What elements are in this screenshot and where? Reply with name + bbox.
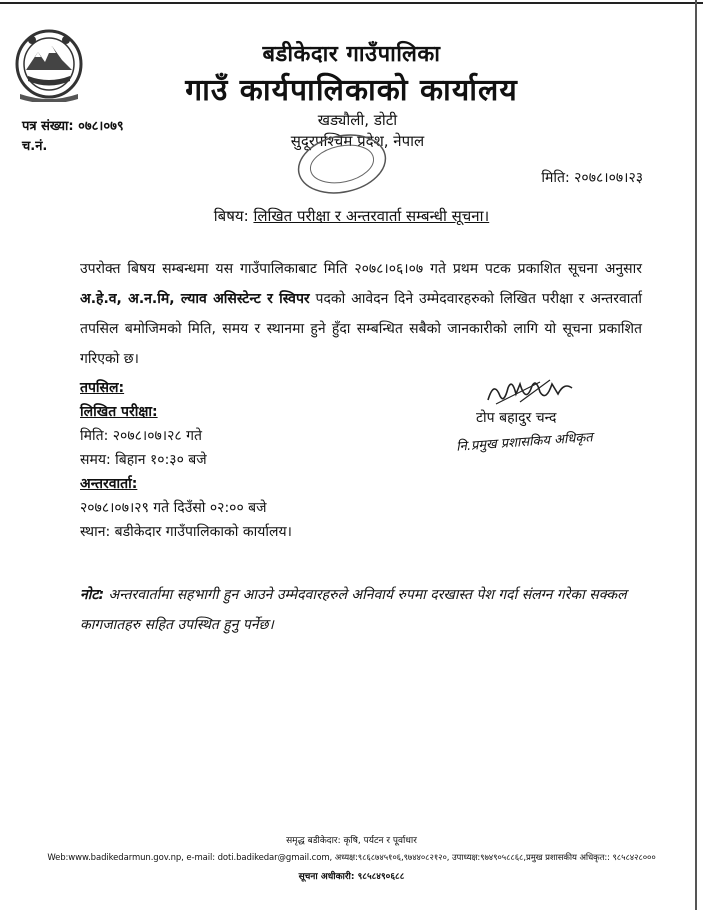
written-exam-heading: लिखित परीक्षा: (80, 404, 158, 420)
signature (480, 374, 590, 410)
note (80, 580, 640, 640)
municipality-name: बडीकेदार गाउँपालिका (262, 42, 441, 67)
address-line-2: सुदूरपश्चिम प्रदेश, नेपाल (290, 132, 425, 150)
body-part-2: पदको आवेदन दिने उम्मेदवारहरुको लिखित परीक्षा र अन्तरवार्ता तपसिल बमोजिमको मिति, समय र स्थानमा हुने हुँदा सम्बन्धित सबैको जानकारीको लागि यो सूचना प्रकाशित गरिएको छ। (80, 291, 642, 367)
footer-info-officer: सूचना अधीकारी: ९८५८४९०६८८ (298, 872, 405, 882)
reference-number: पत्र संख्या: ०७८।०७९ (22, 119, 124, 134)
note-text: अन्तरवार्तामा सहभागी हुन आउने उम्मेदवारहरुले अनिवार्य रुपमा दरखास्त पेश गर्दा संलग्न गरेका सक्कल कागजातहरु सहित उपस्थित हुनु पर्नेछ। (80, 587, 627, 633)
footer-slogan: समृद्ध बडीकेदार: कृषि, पर्यटन र पूर्वाधार (286, 836, 417, 846)
subject-prefix: बिषय: (213, 207, 249, 225)
letter-date: मिति: २०७८।०७।२३ (541, 170, 643, 186)
written-exam-time: समय: बिहान १०:३० बजे (80, 452, 207, 468)
schedule-heading: तपसिल: (80, 380, 125, 396)
written-exam-date: मिति: २०७८।०७।२८ गते (80, 428, 202, 444)
office-title: गाउँ कार्यपालिकाको कार्यालय (185, 73, 518, 108)
signatory-title: नि.प्रमुख प्रशासकिय अधिकृत (455, 430, 594, 455)
interview-date: २०७८।०७।२९ गते दिउँसो ०२:०० बजे (80, 500, 267, 516)
interview-heading: अन्तरवार्ता: (80, 476, 138, 492)
signatory-name: टोप बहादुर चन्द (476, 410, 557, 426)
subject-line (0, 206, 703, 226)
footer-contacts: Web:www.badikedarmun.gov.np, e-mail: doti.badikedar@gmail.com, अध्यक्ष:९८६८७४५१०६,९७४४०८२१२०, उपाध्यक्ष:९७४९०५८८६८,प्रमुख प्रशासकीय अधिकृत:: ९८५८४२८००० (47, 853, 656, 863)
notice-body (80, 254, 642, 374)
note-label: नोट: (80, 587, 105, 603)
office-stamp (292, 128, 392, 198)
body-part-1: उपरोक्त बिषय सम्बन्धमा यस गाउँपालिकाबाट मिति २०७८।०६।०७ गते प्रथम पटक प्रकाशित सूचना अनुसार (80, 261, 642, 277)
venue: स्थान: बडीकेदार गाउँपालिकाको कार्यालय। (80, 524, 292, 540)
dispatch-number: च.नं. (22, 139, 48, 154)
address-line-1: खड्यौली, डोटी (317, 111, 398, 129)
subject-text: लिखित परीक्षा र अन्तरवार्ता सम्बन्धी सूचना। (253, 207, 490, 225)
body-posts: अ.हे.व, अ.न.मि, ल्याव असिस्टेन्ट र स्विपर (80, 291, 310, 307)
top-border (0, 2, 703, 4)
